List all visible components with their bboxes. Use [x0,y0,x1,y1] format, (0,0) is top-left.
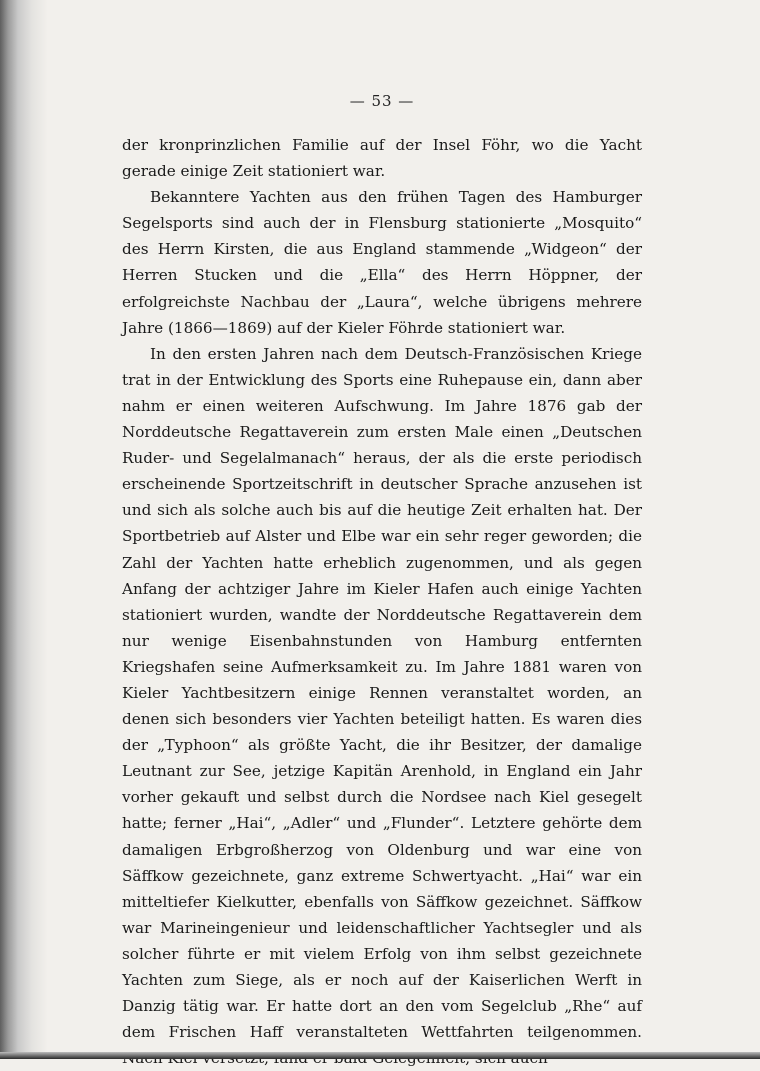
paragraph-history: In den ersten Jahren nach dem Deutsch-Französischen Kriege trat in der Entwicklung des Sports eine Ruhepause ein, dann aber nahm er einen weiteren Aufschwung. Im Jahre 1876 gab der Norddeutsche Regattaverein zum ersten Male einen „Deutschen Ruder- und Segelalmanach“ heraus, der als die erste periodisch erscheinende Sportzeitschrift in deutscher Sprache anzusehen ist und sich als solche auch bis auf die heutige Zeit erhalten hat. Der Sportbetrieb auf Alster und Elbe war ein sehr reger geworden; die Zahl der Yachten hatte erheblich zugenommen, und als gegen Anfang der achtziger Jahre im Kieler Hafen auch einige Yachten stationiert wurden, wandte der Norddeutsche Regattaverein dem nur wenige Eisenbahnstunden von Hamburg entfernten Kriegshafen seine Aufmerksamkeit zu. Im Jahre 1881 waren von Kieler Yachtbesitzern einige Rennen veranstaltet worden, an denen sich besonders vier Yachten beteiligt hatten. Es waren dies der „Typhoon“ als größte Yacht, die ihr Besitzer, der damalige Leutnant zur See, jetzige Kapitän Arenhold, in England ein Jahr vorher gekauft und selbst durch die Nordsee nach Kiel gesegelt hatte; ferner „Hai“, „Adler“ und „Flunder“. Letztere gehörte dem damaligen Erbgroßherzog von Oldenburg und war eine von Säffkow gezeichnete, ganz extreme Schwertyacht. „Hai“ war ein mitteltiefer Kielkutter, ebenfalls von Säffkow gezeichnet. Säffkow war Marineingenieur und leidenschaftlicher Yachtsegler und als solcher führte er mit vielem Erfolg von ihm selbst gezeichnete Yachten zum Siege, als er noch auf der Kaiserlichen Werft in Danzig tätig war. Er hatte dort an den vom Segelclub „Rhe“ auf dem Frischen Haff veranstalteten Wettfahrten teilgenommen. [122,344,642,1042]
paragraph-continuation: der kronprinzlichen Familie auf der Insel Föhr, wo die Yacht gerade einige Zeit stationiert war. [122,136,642,181]
page-bottom-edge [0,1052,760,1059]
page-number: — 53 — [349,92,415,110]
book-page [122,92,642,1071]
paragraph-yachts: Bekanntere Yachten aus den frühen Tagen des Hamburger Segelsports sind auch der in Flensburg stationierte „Mosquito“ des Herrn Kirsten, die aus England stammende „Widgeon“ der Herren Stucken und die „Ella“ des Herrn Höppner, der erfolgreichste Nachbau der „Laura“, welche übrigens mehrere Jahre (1866—1869) auf der Kieler Föhrde stationiert war. [122,188,642,337]
book-spine-shadow [0,0,48,1059]
